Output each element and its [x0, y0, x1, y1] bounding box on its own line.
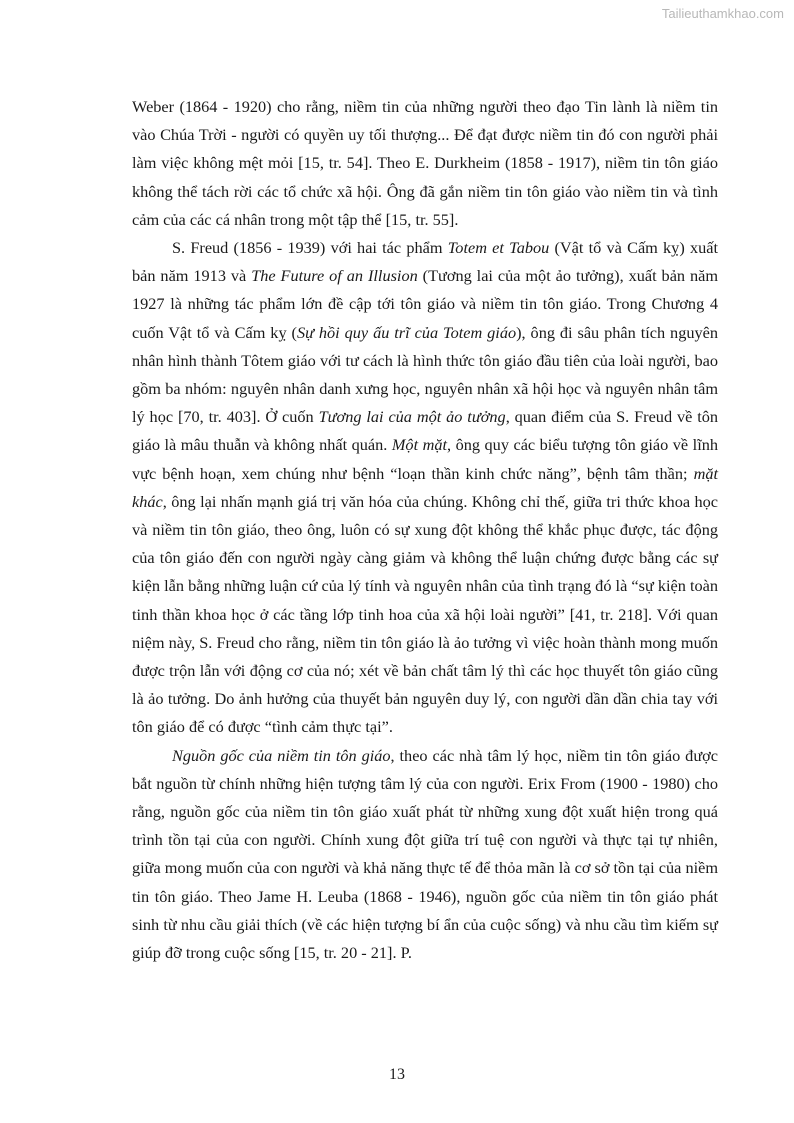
paragraph-2 — [132, 234, 718, 742]
book-title-future-of-an-illusion: The Future of an Illusion — [251, 266, 418, 286]
text-segment: , ông lại nhấn mạnh giá trị văn hóa của chúng. Không chỉ thế, giữa tri thức khoa học và niềm tin tôn giáo, theo ông, luôn có sự xung đột không thể khắc phục được, tác động của tôn giáo đến con người ngày càng giảm và không thể luận chứng được bằng các sự kiện lẫn bằng những luận cứ của lý tính và nguyên nhân của tình trạng đó là “sự kiện toàn tinh thần khoa học ở các tầng lớp tinh hoa của xã hội loài người” [41, tr. 218]. Với quan niệm này, S. Freud cho rằng, niềm tin tôn giáo là ảo tưởng vì việc hoàn thành mong muốn được trộn lẫn với động cơ của nó; xét về bản chất tâm lý thì các học thuyết tôn giáo cũng là ảo tưởng. Do ảnh hưởng của thuyết bản nguyên duy lý, con người dần dần chia tay với tôn giáo để có được “tình cảm thực tại”. — [132, 491, 718, 737]
text-segment: , ông quy các biểu tượng tôn giáo về lĩnh vực bệnh hoạn, xem chúng như bệnh “loạn thần kinh chức năng”, bệnh tâm thần; — [132, 435, 718, 483]
book-title-totem-et-tabou: Totem et Tabou — [447, 238, 550, 258]
text-segment: , theo các nhà tâm lý học, niềm tin tôn giáo được bắt nguồn từ chính những hiện tượng tâm lý của con người. Erix From (1900 - 1980) cho rằng, nguồn gốc của niềm tin tôn giáo xuất phát từ những xung đột xuất hiện trong quá trình tồn tại của con người. Chính xung đột giữa trí tuệ con người và thực tại tự nhiên, giữa mong muốn của con người và khả năng thực tế để thỏa mãn là cơ sở tồn tại của niềm tin tôn giáo. Theo Jame H. Leuba (1868 - 1946), nguồn gốc của niềm tin tôn giáo phát sinh từ nhu cầu giải thích (về các hiện tượng bí ẩn của cuộc sống) và nhu cầu tìm kiếm sự giúp đỡ trong cuộc sống [15, tr. 20 - 21]. P. — [132, 745, 718, 963]
text-segment: S. Freud (1856 - 1939) với hai tác phẩm — [172, 238, 448, 258]
page-number: 13 — [389, 1066, 405, 1083]
watermark: Tailieuthamkhao.com — [661, 6, 784, 21]
text-segment: ), ông đi sâu phân tích nguyên nhân hình thành Tôtem giáo với tư cách là hình thức tôn giáo đầu tiên của loài người, bao gồm ba nhóm: nguyên nhân danh xưng học, nguyên nhân xã hội học và nguyên nhân tâm lý học [70, tr. 403]. Ở cuốn — [132, 322, 718, 427]
text-segment: , quan điểm của S. Freud về tôn giáo là mâu thuẫn và không nhất quán. — [132, 407, 719, 455]
book-title-tuong-lai: Tương lai của một ảo tưởng — [318, 407, 506, 427]
text-segment: (Tương lai của một ảo tưởng), xuất bản năm 1927 là những tác phẩm lớn đề cập tới tôn giáo và niềm tin tôn giáo. Trong Chương 4 cuốn Vật tổ và Cấm kỵ ( — [132, 266, 719, 342]
paragraph-1 — [132, 93, 718, 234]
document-body — [132, 93, 718, 967]
section-topic: Nguồn gốc của niềm tin tôn giáo — [172, 745, 391, 765]
emphasis-mat-khac: mặt khác — [132, 463, 718, 511]
chapter-title: Sự hồi quy ấu trĩ của Totem giáo — [296, 322, 517, 342]
emphasis-mot-mat: Một mặt — [391, 435, 448, 455]
text-segment: (Vật tổ và Cấm kỵ) xuất bản năm 1913 và — [132, 238, 718, 286]
paragraph-3 — [132, 742, 718, 968]
text-segment: Weber (1864 - 1920) cho rằng, niềm tin của những người theo đạo Tin lành là niềm tin vào Chúa Trời - người có quyền uy tối thượng... Để đạt được niềm tin đó con người phải làm việc không mệt mỏi [15, tr. 54]. Theo E. Durkheim (1858 - 1917), niềm tin tôn giáo không thể tách rời các tổ chức xã hội. Ông đã gắn niềm tin tôn giáo vào niềm tin và tình cảm của các cá nhân trong một tập thể [15, tr. 55]. — [132, 97, 718, 229]
